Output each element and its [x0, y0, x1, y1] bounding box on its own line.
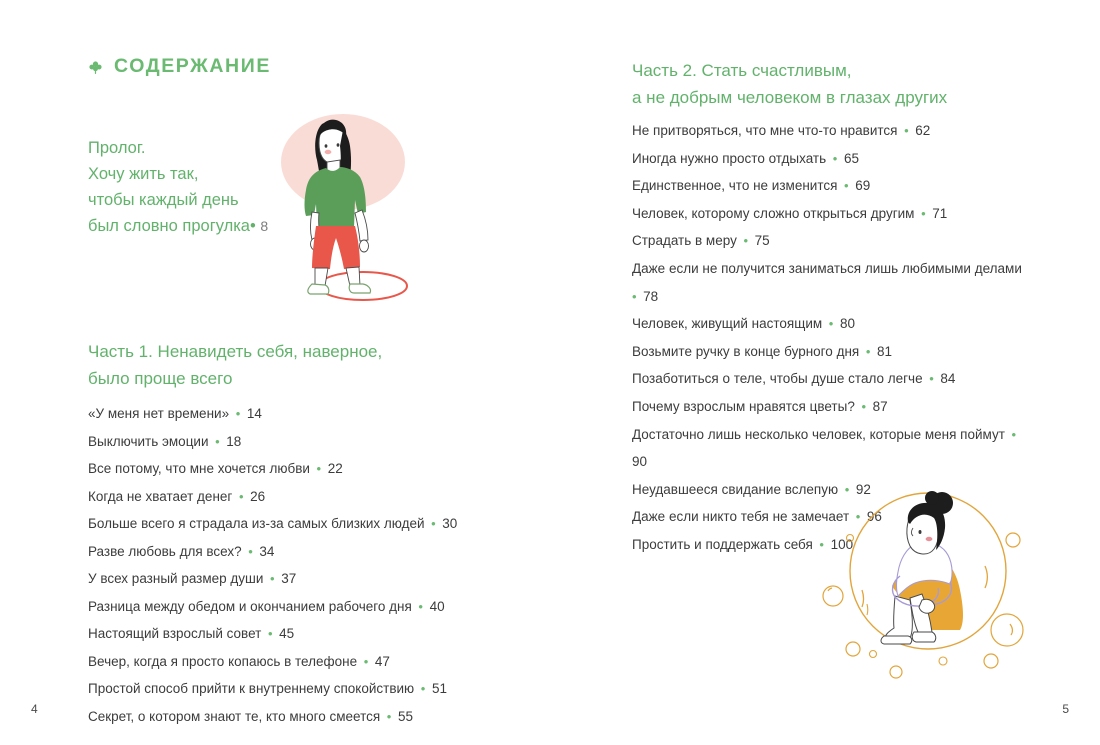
- toc-entry-title: Когда не хватает денег: [88, 488, 233, 504]
- toc-entry-page-number: 47: [374, 653, 390, 669]
- toc-entry-separator-dot: •: [852, 509, 864, 525]
- toc-entry-separator-dot: •: [857, 398, 870, 414]
- toc-entry-title: Выключить эмоции: [88, 433, 209, 449]
- toc-entry-separator-dot: •: [841, 481, 853, 497]
- toc-entry[interactable]: [88, 400, 508, 428]
- toc-entry[interactable]: [632, 145, 1032, 173]
- toc-entry[interactable]: [88, 675, 508, 703]
- toc-entry-page-number: 90: [632, 454, 648, 470]
- toc-entry-title: Секрет, о котором знают те, кто много смеется: [88, 708, 381, 724]
- toc-entry-separator-dot: •: [235, 488, 248, 504]
- prologue-line-4: [88, 213, 268, 239]
- toc-entry-title: Страдать в меру: [632, 233, 737, 249]
- toc-entry-page-number: 80: [839, 316, 855, 332]
- toc-entry-page-number: 34: [259, 543, 275, 559]
- toc-entry-title: Человек, живущий настоящим: [632, 316, 823, 332]
- toc-entry-separator-dot: •: [825, 316, 837, 332]
- toc-entry-page-number: 37: [281, 571, 297, 586]
- toc-entry-separator-dot: •: [427, 516, 440, 531]
- flower-icon: [88, 60, 103, 75]
- toc-entry-title: Вечер, когда я просто копаюсь в телефоне: [88, 653, 358, 669]
- toc-entry-separator-dot: •: [739, 233, 752, 249]
- toc-entry-title: Не притворяться, что мне что-то нравится: [632, 123, 898, 138]
- toc-entry-separator-dot: •: [244, 543, 257, 559]
- toc-entry-page-number: 26: [250, 488, 266, 504]
- toc-entry-title: Иногда нужно просто отдыхать: [632, 150, 827, 166]
- toc-entry[interactable]: [88, 620, 508, 648]
- toc-entry-page-number: 30: [442, 516, 458, 531]
- toc-entry-separator-dot: •: [632, 288, 641, 304]
- toc-entry-page-number: 81: [877, 343, 893, 359]
- toc-entry-title: Разница между обедом и окончанием рабочего дня: [88, 598, 412, 614]
- toc-entry[interactable]: [632, 117, 1032, 145]
- toc-entry-title: Даже если никто тебя не замечает: [632, 509, 850, 525]
- right-page: [550, 0, 1100, 745]
- prologue-page-number: 8: [260, 218, 269, 234]
- toc-entry-title: Все потому, что мне хочется любви: [88, 461, 310, 476]
- page-number-right: 5: [1062, 702, 1069, 716]
- toc-entry-title: Позаботиться о теле, чтобы душе стало легче: [632, 371, 923, 387]
- toc-entry-page-number: 87: [872, 398, 888, 414]
- toc-entry-separator-dot: •: [232, 406, 244, 421]
- part-1-heading: [88, 338, 382, 392]
- toc-entry-separator-dot: •: [840, 178, 853, 194]
- toc-entry-page-number: 51: [431, 681, 447, 696]
- page-title: СОДЕРЖАНИЕ: [114, 55, 271, 77]
- toc-entry-title: Единственное, что не изменится: [632, 178, 838, 194]
- toc-entry-page-number: 14: [246, 406, 262, 421]
- toc-entry[interactable]: [88, 483, 508, 511]
- page-number-left: 4: [31, 702, 38, 716]
- toc-entry-title: Разве любовь для всех?: [88, 543, 242, 559]
- toc-entry[interactable]: [632, 172, 1032, 200]
- toc-entry-title: Достаточно лишь несколько человек, которые меня поймут: [632, 426, 1005, 442]
- toc-entry-page-number: 78: [643, 288, 659, 304]
- toc-entry-title: Даже если не получится заниматься лишь любимыми делами: [632, 260, 1022, 276]
- toc-entry-separator-dot: •: [266, 571, 279, 586]
- part-1-heading-line-2: было проще всего: [88, 369, 233, 388]
- walking-girl-illustration: [270, 100, 440, 315]
- toc-entry-page-number: 69: [855, 178, 871, 194]
- toc-entry-separator-dot: •: [414, 598, 427, 614]
- prologue-line-4-text: был словно прогулка: [88, 217, 250, 235]
- toc-entry[interactable]: [88, 565, 508, 593]
- part-2-heading-line-2: а не добрым человеком в глазах других: [632, 88, 948, 107]
- toc-entry[interactable]: [632, 200, 1032, 228]
- toc-entry-page-number: 40: [429, 598, 445, 614]
- toc-entry[interactable]: [632, 227, 1032, 255]
- toc-entry-separator-dot: •: [417, 681, 429, 696]
- toc-entry-separator-dot: •: [829, 150, 841, 166]
- toc-entry-separator-dot: •: [360, 653, 372, 669]
- toc-entry-page-number: 45: [279, 626, 295, 641]
- toc-entry-page-number: 84: [940, 371, 956, 387]
- part-1-heading-line-1: Часть 1. Ненавидеть себя, наверное,: [88, 342, 383, 361]
- toc-entry[interactable]: [632, 421, 1032, 476]
- toc-entry[interactable]: [88, 428, 508, 456]
- part-2-heading-line-1: Часть 2. Стать счастливым,: [632, 61, 852, 80]
- toc-entry-page-number: 96: [866, 509, 882, 525]
- toc-entry[interactable]: [632, 255, 1032, 310]
- toc-entry[interactable]: [88, 593, 508, 621]
- toc-entry[interactable]: [88, 510, 508, 538]
- toc-entry-page-number: 22: [327, 461, 343, 476]
- toc-entry-separator-dot: •: [925, 371, 938, 387]
- toc-entry[interactable]: [88, 538, 508, 566]
- toc-entry-title: Настоящий взрослый совет: [88, 626, 262, 641]
- toc-entry-title: Возьмите ручку в конце бурного дня: [632, 343, 860, 359]
- toc-entry-title: Человек, которому сложно открыться другим: [632, 205, 915, 221]
- toc-entry[interactable]: [88, 648, 508, 676]
- prologue-entry[interactable]: [88, 135, 268, 239]
- toc-entry-page-number: 71: [932, 205, 948, 221]
- toc-entry[interactable]: [632, 393, 1032, 421]
- toc-entry-page-number: 62: [915, 123, 931, 138]
- toc-entry[interactable]: [632, 365, 1032, 393]
- toc-entry-separator-dot: •: [211, 433, 224, 449]
- toc-entry-separator-dot: •: [1007, 426, 1017, 442]
- prologue-dot: •: [249, 217, 256, 235]
- toc-entry[interactable]: [632, 338, 1032, 366]
- toc-entry-page-number: 75: [754, 233, 770, 249]
- seated-woman-bubble-illustration: [810, 478, 1040, 683]
- toc-entry-page-number: 18: [226, 433, 242, 449]
- toc-entry-title: Неудавшееся свидание вслепую: [632, 481, 839, 497]
- toc-entry[interactable]: [632, 310, 1032, 338]
- toc-entry[interactable]: [88, 703, 508, 731]
- toc-entry-separator-dot: •: [264, 626, 277, 641]
- toc-entry-separator-dot: •: [917, 205, 930, 221]
- toc-entry-title: Простить и поддержать себя: [632, 536, 813, 552]
- toc-entry-page-number: 65: [843, 150, 859, 166]
- toc-entry-page-number: 100: [830, 536, 854, 552]
- toc-entry-title: У всех разный размер души: [88, 571, 264, 586]
- toc-entry[interactable]: [88, 455, 508, 483]
- prologue-line-3: чтобы каждый день: [88, 191, 239, 209]
- toc-entry-title: «У меня нет времени»: [88, 406, 230, 421]
- toc-entry-separator-dot: •: [383, 708, 395, 724]
- toc-entry-separator-dot: •: [900, 123, 913, 138]
- toc-entry-title: Больше всего я страдала из-за самых близких людей: [88, 516, 425, 531]
- toc-entry-separator-dot: •: [312, 461, 325, 476]
- prologue-line-1: Пролог.: [88, 139, 146, 157]
- toc-header: [88, 57, 271, 77]
- prologue-line-2: Хочу жить так,: [88, 165, 199, 183]
- toc-entry-title: Простой способ прийти к внутреннему спокойствию: [88, 681, 415, 696]
- toc-entry-separator-dot: •: [862, 343, 874, 359]
- toc-entry-page-number: 92: [855, 481, 871, 497]
- toc-entry-page-number: 55: [397, 708, 413, 724]
- toc-entry-title: Почему взрослым нравятся цветы?: [632, 398, 855, 414]
- toc-entry-separator-dot: •: [815, 536, 828, 552]
- part-1-entry-list: [88, 400, 508, 730]
- part-2-heading: [632, 57, 947, 111]
